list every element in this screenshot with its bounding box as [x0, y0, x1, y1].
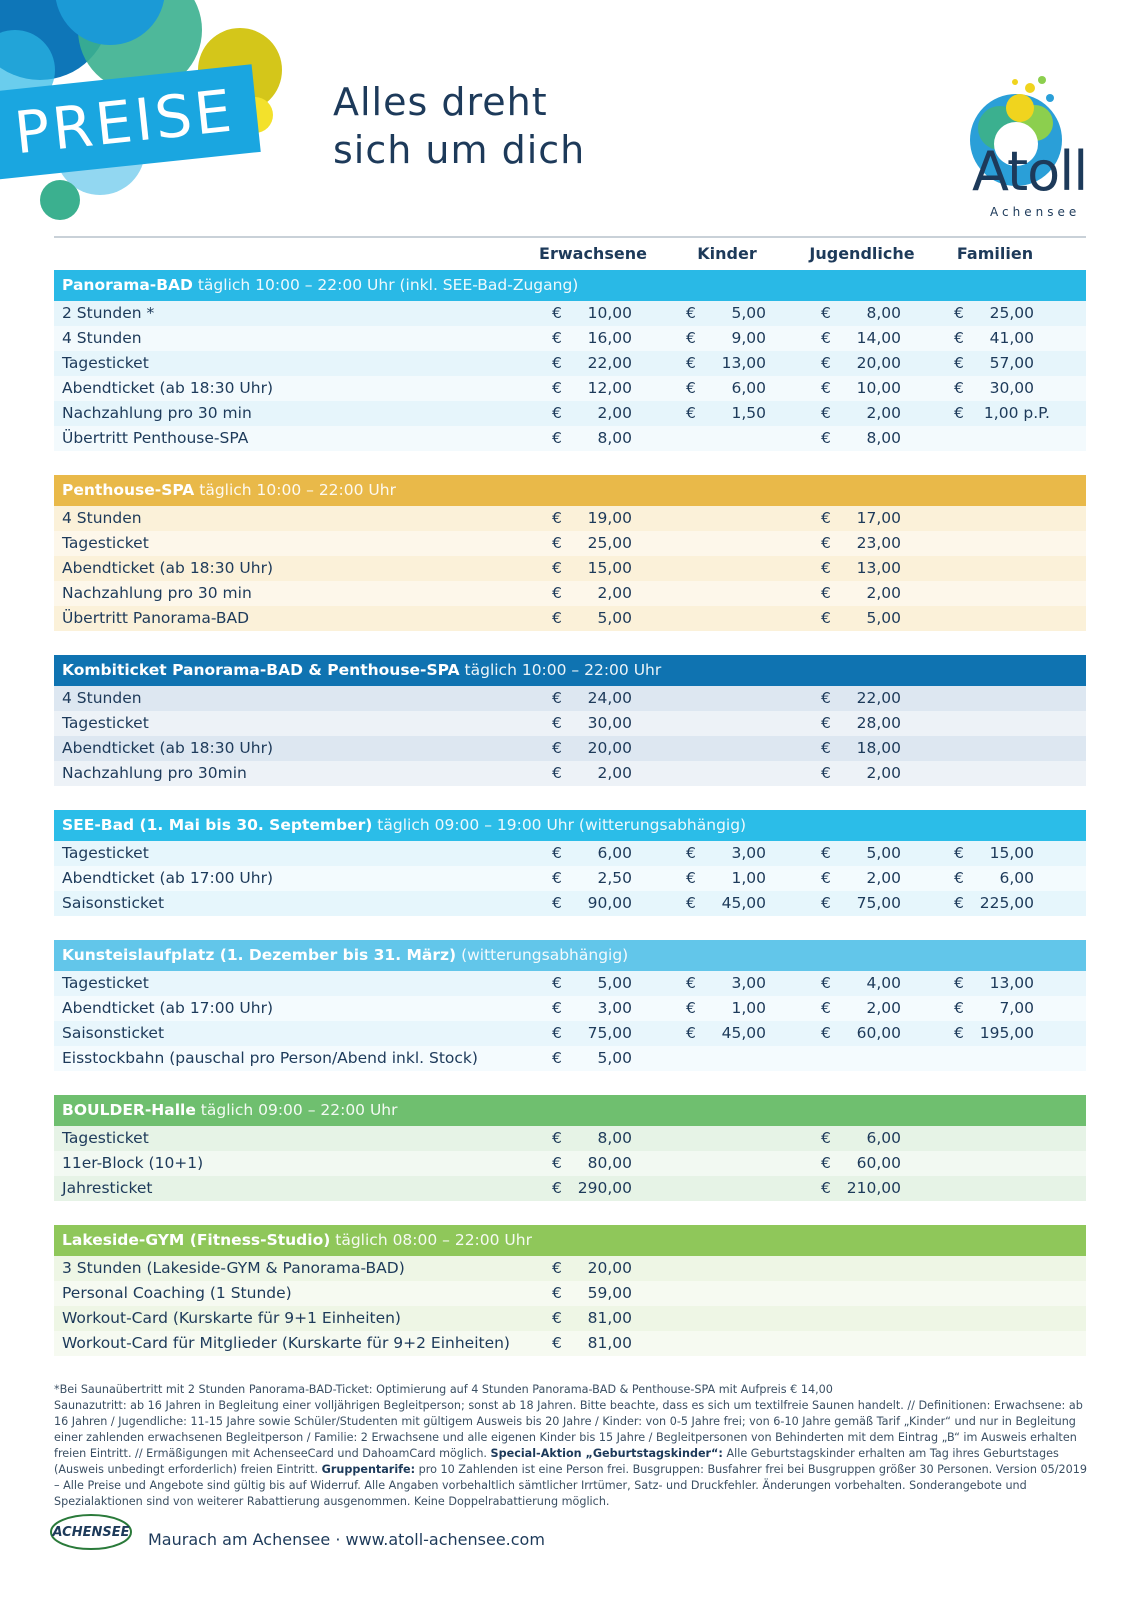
price-row-label: Jahresticket: [62, 1179, 153, 1197]
euro-sign: €: [552, 404, 562, 422]
headline: [333, 78, 585, 174]
euro-sign: €: [821, 739, 831, 757]
price-value: 3,00: [731, 974, 766, 992]
price-row: [54, 301, 1086, 326]
euro-sign: €: [552, 714, 562, 732]
euro-sign: €: [686, 404, 696, 422]
section-penthouse: [54, 475, 1086, 631]
euro-sign: €: [821, 1154, 831, 1172]
price-value: 12,00: [587, 379, 632, 397]
price-value: 28,00: [856, 714, 901, 732]
price-row: [54, 996, 1086, 1021]
price-row-label: Nachzahlung pro 30min: [62, 764, 247, 782]
price-value: 7,00: [999, 999, 1034, 1017]
price-value: 6,00: [999, 869, 1034, 887]
logo-wordmark: Atoll: [972, 140, 1088, 203]
price-row-label: 11er-Block (10+1): [62, 1154, 204, 1172]
svg-text:ACHENSEE: ACHENSEE: [52, 1525, 130, 1540]
euro-sign: €: [821, 1129, 831, 1147]
price-row: [54, 376, 1086, 401]
euro-sign: €: [552, 1049, 562, 1067]
price-row: [54, 711, 1086, 736]
euro-sign: €: [954, 869, 964, 887]
price-value: 22,00: [587, 354, 632, 372]
footnote-sauna-optimierung: *Bei Saunaübertritt mit 2 Stunden Panorama-BAD-Ticket: Optimierung auf 4 Stunden Panorama-BAD & Penthouse-SPA mit Aufpreis € 14,00: [54, 1383, 833, 1396]
price-row: [54, 531, 1086, 556]
section-title: SEE-Bad (1. Mai bis 30. September): [62, 816, 373, 834]
euro-sign: €: [552, 534, 562, 552]
price-row: [54, 1126, 1086, 1151]
price-value: 81,00: [587, 1334, 632, 1352]
logo-subtitle: Achensee: [990, 205, 1081, 219]
euro-sign: €: [821, 329, 831, 347]
header-divider: [54, 236, 1086, 238]
section-panorama: [54, 270, 1086, 451]
euro-sign: €: [821, 894, 831, 912]
euro-sign: €: [821, 584, 831, 602]
price-value: 290,00: [577, 1179, 632, 1197]
section-header: [54, 655, 1086, 686]
price-value: 6,00: [597, 844, 632, 862]
price-row: [54, 1176, 1086, 1201]
price-value: 6,00: [731, 379, 766, 397]
section-kunst: [54, 940, 1086, 1071]
price-value: 10,00: [856, 379, 901, 397]
section-title: Penthouse-SPA: [62, 481, 195, 499]
price-value: 13,00: [989, 974, 1034, 992]
euro-sign: €: [552, 999, 562, 1017]
price-row: [54, 556, 1086, 581]
special-aktion-label: Special-Aktion „Geburtstagskinder“:: [490, 1447, 723, 1460]
section-subtitle: täglich 10:00 – 22:00 Uhr (inkl. SEE-Bad-Zugang): [197, 276, 579, 294]
price-row: [54, 401, 1086, 426]
price-value: 10,00: [587, 304, 632, 322]
section-header: [54, 475, 1086, 506]
price-value: 13,00: [721, 354, 766, 372]
price-row-label: Workout-Card (Kurskarte für 9+1 Einheiten): [62, 1309, 401, 1327]
price-row-label: Saisonsticket: [62, 1024, 165, 1042]
euro-sign: €: [552, 1334, 562, 1352]
section-kombi: [54, 655, 1086, 786]
price-value: 1,50: [731, 404, 766, 422]
euro-sign: €: [954, 379, 964, 397]
price-value: 5,00: [866, 844, 901, 862]
euro-sign: €: [686, 329, 696, 347]
price-row-label: Tagesticket: [62, 714, 149, 732]
euro-sign: €: [821, 559, 831, 577]
euro-sign: €: [821, 999, 831, 1017]
euro-sign: €: [552, 844, 562, 862]
price-value: 30,00: [989, 379, 1034, 397]
price-value: 75,00: [856, 894, 901, 912]
euro-sign: €: [686, 974, 696, 992]
price-value: 20,00: [587, 739, 632, 757]
euro-sign: €: [552, 509, 562, 527]
price-row-label: Eisstockbahn (pauschal pro Person/Abend inkl. Stock): [62, 1049, 478, 1067]
price-value: 30,00: [587, 714, 632, 732]
section-title: BOULDER-Halle: [62, 1101, 196, 1119]
euro-sign: €: [686, 894, 696, 912]
price-value: 20,00: [856, 354, 901, 372]
price-row: [54, 1021, 1086, 1046]
price-value: 41,00: [989, 329, 1034, 347]
euro-sign: €: [686, 304, 696, 322]
euro-sign: €: [552, 1309, 562, 1327]
price-value: 195,00: [979, 1024, 1034, 1042]
price-row-label: 2 Stunden *: [62, 304, 155, 322]
price-row: [54, 1306, 1086, 1331]
col-kinder: Kinder: [697, 244, 757, 263]
euro-sign: €: [954, 844, 964, 862]
euro-sign: €: [686, 869, 696, 887]
price-value: 15,00: [587, 559, 632, 577]
euro-sign: €: [821, 974, 831, 992]
euro-sign: €: [821, 1024, 831, 1042]
price-value: 2,00: [866, 584, 901, 602]
price-row-label: 3 Stunden (Lakeside-GYM & Panorama-BAD): [62, 1259, 405, 1277]
price-value: 5,00: [597, 974, 632, 992]
price-value: 8,00: [866, 429, 901, 447]
euro-sign: €: [552, 1259, 562, 1277]
euro-sign: €: [954, 999, 964, 1017]
price-value: 5,00: [597, 1049, 632, 1067]
price-value: 81,00: [587, 1309, 632, 1327]
headline-line-1: Alles dreht: [333, 80, 548, 124]
price-value: 13,00: [856, 559, 901, 577]
euro-sign: €: [552, 329, 562, 347]
preise-badge: PREISE: [0, 64, 261, 179]
section-header: [54, 1225, 1086, 1256]
euro-sign: €: [954, 304, 964, 322]
euro-sign: €: [686, 354, 696, 372]
section-header: [54, 810, 1086, 841]
gruppentarife-label: Gruppentarife:: [321, 1463, 416, 1476]
euro-sign: €: [552, 379, 562, 397]
price-value: 2,00: [866, 404, 901, 422]
euro-sign: €: [954, 974, 964, 992]
price-value: 8,00: [866, 304, 901, 322]
price-row: [54, 686, 1086, 711]
price-row: [54, 1151, 1086, 1176]
price-row: [54, 1281, 1086, 1306]
euro-sign: €: [552, 1024, 562, 1042]
euro-sign: €: [552, 1154, 562, 1172]
price-row-label: Abendticket (ab 17:00 Uhr): [62, 999, 274, 1017]
price-row: [54, 971, 1086, 996]
section-see: [54, 810, 1086, 916]
euro-sign: €: [552, 1179, 562, 1197]
price-row-label: Abendticket (ab 18:30 Uhr): [62, 559, 274, 577]
section-subtitle: (witterungsabhängig): [461, 946, 629, 964]
euro-sign: €: [552, 584, 562, 602]
price-value: 2,00: [597, 764, 632, 782]
euro-sign: €: [821, 869, 831, 887]
price-row-label: Abendticket (ab 18:30 Uhr): [62, 739, 274, 757]
price-value: 8,00: [597, 429, 632, 447]
euro-sign: €: [821, 379, 831, 397]
price-value: 14,00: [856, 329, 901, 347]
section-title: Kombiticket Panorama-BAD & Penthouse-SPA: [62, 661, 460, 679]
price-table: [54, 270, 1086, 1380]
price-row: [54, 1046, 1086, 1071]
price-row: [54, 506, 1086, 531]
price-row-label: Saisonsticket: [62, 894, 165, 912]
price-value: 1,00 p.P.: [983, 404, 1050, 422]
price-value: 2,00: [866, 764, 901, 782]
euro-sign: €: [821, 609, 831, 627]
price-row-label: Abendticket (ab 18:30 Uhr): [62, 379, 274, 397]
price-row-label: 4 Stunden: [62, 509, 142, 527]
price-value: 75,00: [587, 1024, 632, 1042]
achensee-badge-logo: [48, 1512, 134, 1552]
price-row: [54, 761, 1086, 786]
price-row-label: Übertritt Penthouse-SPA: [62, 429, 249, 447]
price-value: 2,50: [597, 869, 632, 887]
price-value: 60,00: [856, 1024, 901, 1042]
price-row: [54, 606, 1086, 631]
section-subtitle: täglich 10:00 – 22:00 Uhr: [199, 481, 396, 499]
euro-sign: €: [821, 404, 831, 422]
price-row: [54, 1331, 1086, 1356]
price-row-label: Übertritt Panorama-BAD: [62, 609, 250, 627]
price-row-label: Tagesticket: [62, 534, 149, 552]
price-value: 19,00: [587, 509, 632, 527]
euro-sign: €: [552, 1129, 562, 1147]
section-header: [54, 270, 1086, 301]
price-value: 15,00: [989, 844, 1034, 862]
euro-sign: €: [552, 429, 562, 447]
euro-sign: €: [686, 844, 696, 862]
euro-sign: €: [552, 609, 562, 627]
euro-sign: €: [821, 534, 831, 552]
price-value: 5,00: [597, 609, 632, 627]
col-erwachsene: Erwachsene: [539, 244, 647, 263]
price-row: [54, 1256, 1086, 1281]
price-value: 45,00: [721, 1024, 766, 1042]
price-row-label: Abendticket (ab 17:00 Uhr): [62, 869, 274, 887]
price-row-label: Personal Coaching (1 Stunde): [62, 1284, 292, 1302]
euro-sign: €: [686, 1024, 696, 1042]
euro-sign: €: [821, 764, 831, 782]
price-value: 6,00: [866, 1129, 901, 1147]
section-subtitle: täglich 08:00 – 22:00 Uhr: [335, 1231, 532, 1249]
headline-line-2: sich um dich: [333, 128, 586, 172]
price-value: 57,00: [989, 354, 1034, 372]
euro-sign: €: [552, 304, 562, 322]
price-value: 225,00: [979, 894, 1034, 912]
price-value: 20,00: [587, 1259, 632, 1277]
section-header: [54, 1095, 1086, 1126]
section-boulder: [54, 1095, 1086, 1201]
price-value: 2,00: [597, 584, 632, 602]
euro-sign: €: [954, 404, 964, 422]
price-value: 9,00: [731, 329, 766, 347]
euro-sign: €: [821, 689, 831, 707]
section-subtitle: täglich 09:00 – 22:00 Uhr: [200, 1101, 398, 1119]
price-value: 24,00: [587, 689, 632, 707]
price-value: 25,00: [587, 534, 632, 552]
price-value: 2,00: [597, 404, 632, 422]
euro-sign: €: [552, 764, 562, 782]
price-value: 80,00: [587, 1154, 632, 1172]
section-title: Kunsteislaufplatz (1. Dezember bis 31. März): [62, 946, 457, 964]
euro-sign: €: [552, 894, 562, 912]
price-row-label: Tagesticket: [62, 974, 149, 992]
section-title: Panorama-BAD: [62, 276, 193, 294]
section-subtitle: täglich 09:00 – 19:00 Uhr (witterungsabhängig): [377, 816, 747, 834]
price-value: 90,00: [587, 894, 632, 912]
section-gym: [54, 1225, 1086, 1356]
price-value: 8,00: [597, 1129, 632, 1147]
price-value: 5,00: [731, 304, 766, 322]
price-row-label: 4 Stunden: [62, 329, 142, 347]
price-value: 2,00: [866, 999, 901, 1017]
euro-sign: €: [552, 869, 562, 887]
contact-line[interactable]: Maurach am Achensee · www.atoll-achensee.com: [148, 1530, 545, 1549]
price-value: 59,00: [587, 1284, 632, 1302]
price-row: [54, 426, 1086, 451]
euro-sign: €: [552, 1284, 562, 1302]
price-value: 60,00: [856, 1154, 901, 1172]
price-value: 45,00: [721, 894, 766, 912]
price-value: 210,00: [846, 1179, 901, 1197]
price-value: 4,00: [866, 974, 901, 992]
euro-sign: €: [821, 844, 831, 862]
euro-sign: €: [821, 509, 831, 527]
price-row: [54, 891, 1086, 916]
section-title: Lakeside-GYM (Fitness-Studio): [62, 1231, 331, 1249]
price-value: 22,00: [856, 689, 901, 707]
price-row-label: Tagesticket: [62, 354, 149, 372]
euro-sign: €: [954, 894, 964, 912]
footnote-body: Saunazutritt: ab 16 Jahren in Begleitung einer volljährigen Begleitperson; sonst ab 18 Jahren. Bitte beachte, dass es sich um textilfreie Saunen handelt. // Definitionen: Erwachsene: ab 16 Jahren / Jugendliche: 11-15 Jahre sowie Schüler/Studenten mit gültigem Ausweis bis 20 Jahre / Kinder: von 0-5 Jahre frei; von 6-10 Jahre gemäß Tarif „Kinder“ und nur in Begleitung einer zahlenden erwachsenen Begleitperson / Familie: 2 Erwachsene und alle eigenen Kinder bis 15 Jahre / Begleitpersonen von Behinderten mit dem Eintrag „B“ im Ausweis erhalten freien Eintritt. // Ermäßigungen mit AchenseeCard und DahoamCard möglich. Special-Aktion „Geburtstagskinder“: Alle Geburtstagskinder erhalten am Tag ihres Geburtstages (Ausweis unbedingt erforderlich) freien Eintritt. Gruppentarife: pro 10 Zahlenden ist eine Person frei. Busgruppen: Busfahrer frei bei Busgruppen größer 30 Personen. Version 05/2019 – Alle Preise und Angebote sind gültig bis auf Widerruf. Alle Angaben vorbehaltlich sämtlicher Irrtümer, Satz- und Druckfehler. Änderungen vorbehalten. Sonderangebote und Spezialaktionen sind von weiterer Rabattierung ausgenommen. Keine Doppelrabattierung möglich.: [54, 1399, 1087, 1508]
price-value: 3,00: [731, 844, 766, 862]
euro-sign: €: [552, 739, 562, 757]
price-value: 18,00: [856, 739, 901, 757]
price-value: 5,00: [866, 609, 901, 627]
col-familien: Familien: [956, 244, 1034, 263]
price-value: 3,00: [597, 999, 632, 1017]
price-value: 16,00: [587, 329, 632, 347]
price-value: 1,00: [731, 869, 766, 887]
price-row: [54, 866, 1086, 891]
euro-sign: €: [821, 1179, 831, 1197]
euro-sign: €: [686, 379, 696, 397]
price-value: 2,00: [866, 869, 901, 887]
price-value: 25,00: [989, 304, 1034, 322]
euro-sign: €: [954, 329, 964, 347]
price-value: 1,00: [731, 999, 766, 1017]
price-value: 17,00: [856, 509, 901, 527]
euro-sign: €: [821, 304, 831, 322]
euro-sign: €: [552, 689, 562, 707]
price-row-label: Tagesticket: [62, 844, 149, 862]
euro-sign: €: [821, 714, 831, 732]
price-row: [54, 581, 1086, 606]
euro-sign: €: [552, 559, 562, 577]
price-value: 23,00: [856, 534, 901, 552]
section-subtitle: täglich 10:00 – 22:00 Uhr: [464, 661, 662, 679]
euro-sign: €: [954, 1024, 964, 1042]
euro-sign: €: [552, 974, 562, 992]
price-row-label: Nachzahlung pro 30 min: [62, 404, 252, 422]
price-row-label: Workout-Card für Mitglieder (Kurskarte für 9+2 Einheiten): [62, 1334, 510, 1352]
price-row: [54, 736, 1086, 761]
price-row-label: Nachzahlung pro 30 min: [62, 584, 252, 602]
price-row: [54, 351, 1086, 376]
euro-sign: €: [821, 354, 831, 372]
col-jugendliche: Jugendliche: [809, 244, 915, 263]
euro-sign: €: [821, 429, 831, 447]
price-row-label: 4 Stunden: [62, 689, 142, 707]
price-row: [54, 841, 1086, 866]
euro-sign: €: [686, 999, 696, 1017]
footnote: [54, 1382, 1094, 1510]
price-row-label: Tagesticket: [62, 1129, 149, 1147]
section-header: [54, 940, 1086, 971]
euro-sign: €: [954, 354, 964, 372]
price-row: [54, 326, 1086, 351]
euro-sign: €: [552, 354, 562, 372]
